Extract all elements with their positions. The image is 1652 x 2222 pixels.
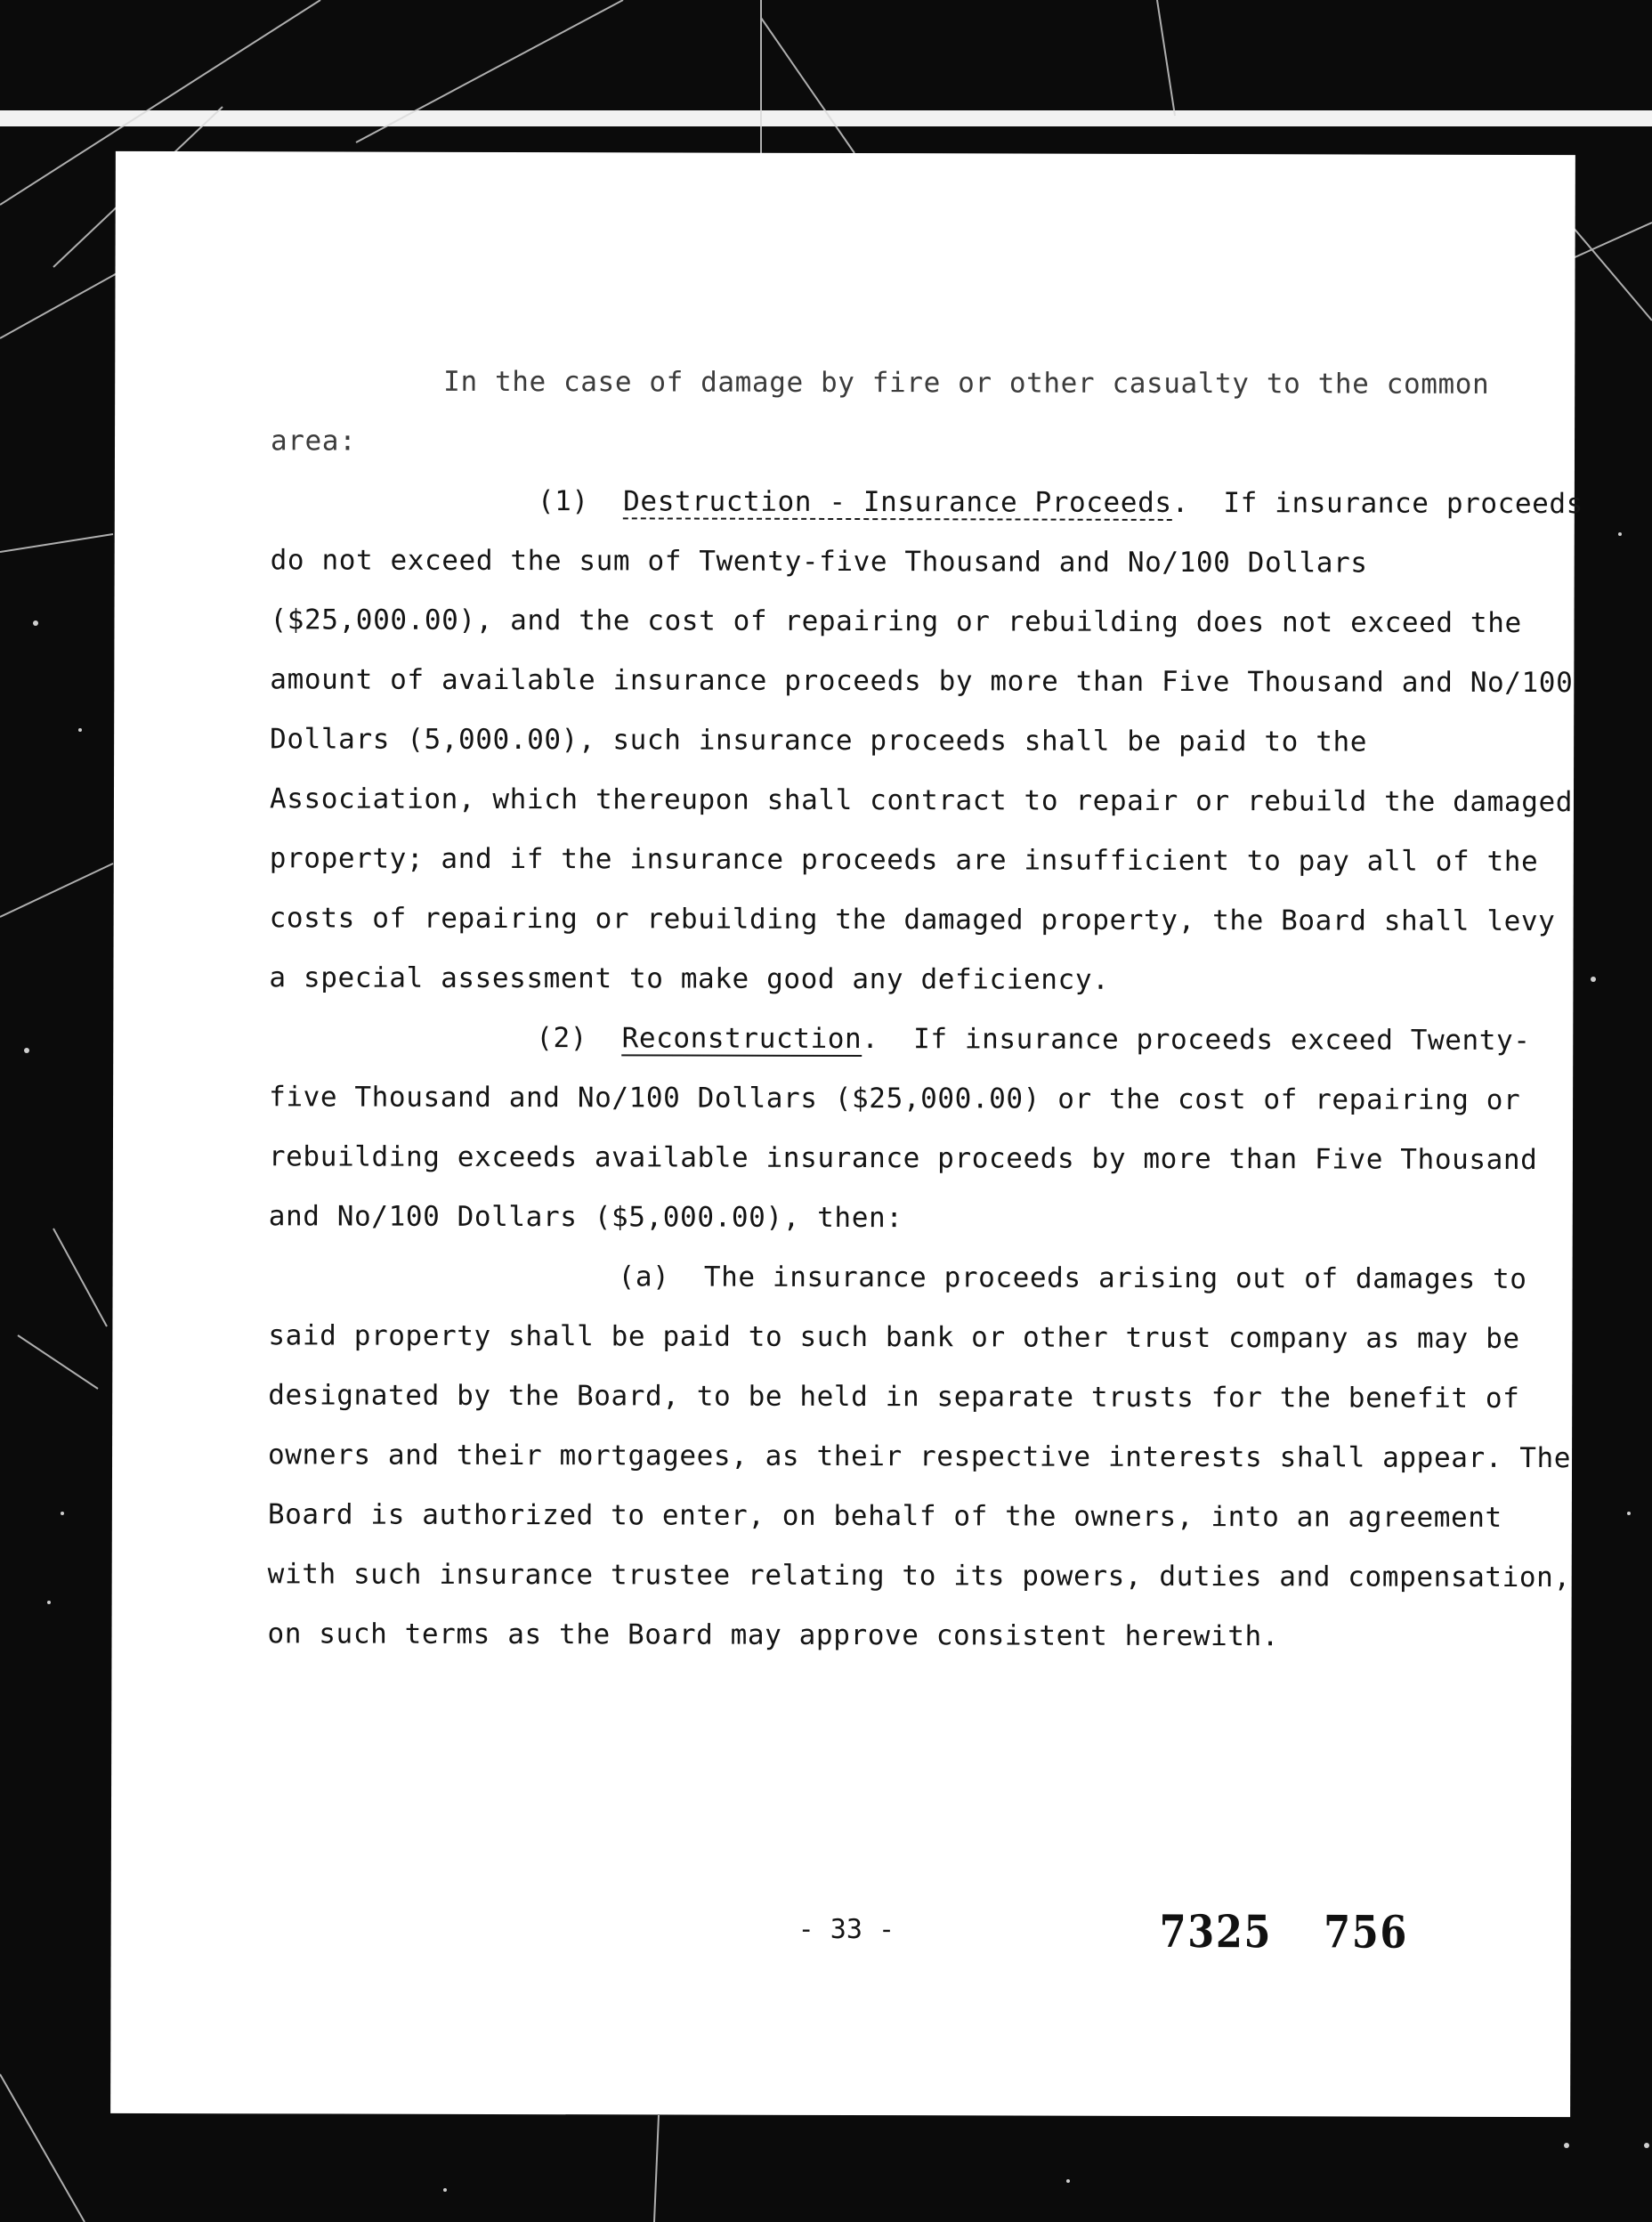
section-1-heading-period: . xyxy=(1171,486,1189,520)
intro-paragraph xyxy=(271,352,1588,474)
section-2-heading-period: . xyxy=(862,1023,879,1056)
section-1-heading: Destruction - Insurance Proceeds xyxy=(623,485,1172,519)
section-2-paragraph xyxy=(269,1008,1587,1250)
document-body xyxy=(267,352,1588,1667)
section-2-heading: Reconstruction xyxy=(621,1022,862,1056)
intro-text: In the case of damage by fire or other casualty to the common area: xyxy=(270,365,1490,458)
section-2-text: If insurance proceeds exceed Twenty-five Thousand and No/100 Dollars ($25,000.00) or the cost of repairing or rebuilding exceeds available insurance proceeds by more than Five Thousand and No/100 Dollars ($5,000.00), then: xyxy=(268,1023,1538,1235)
section-1-text: If insurance proceeds do not exceed the sum of Twenty-five Thousand and No/100 Dollars ($25,000.00), and the cost of repairing or rebuilding does not exceed the amount of available insurance proceeds by more than Five Thousand and No/100 Dollars (5,000.00), such insurance proceeds shall be paid to the Association, which thereupon shall contract to repair or rebuild the damaged property; and if the insurance proceeds are insufficient to pay all of the costs of repairing or rebuilding the damaged property, the Board shall levy a special assessment to make good any deficiency. xyxy=(269,487,1584,996)
recording-book-page-stamp: 7325 756 xyxy=(1159,1904,1409,1958)
document-page xyxy=(110,151,1584,2117)
section-1-number: (1) xyxy=(537,485,589,518)
subsection-a-number: (a) xyxy=(618,1261,670,1293)
section-1-paragraph xyxy=(269,471,1588,1011)
page-number: - 33 - xyxy=(798,1913,895,1946)
subsection-a-text: The insurance proceeds arising out of damages to said property shall be paid to such bank or other trust company as may be designated by the Board, to be held in separate trusts for the benefit of owners and their mortgagees, as their respective interests shall appear. The Board is authorized to enter, on behalf of the owners, into an agreement with such insurance trustee relating to its powers, duties and compensation, on such terms as the Board may approve consistent herewith. xyxy=(267,1261,1572,1653)
section-2-number: (2) xyxy=(536,1022,588,1055)
subsection-a-paragraph xyxy=(267,1246,1585,1667)
